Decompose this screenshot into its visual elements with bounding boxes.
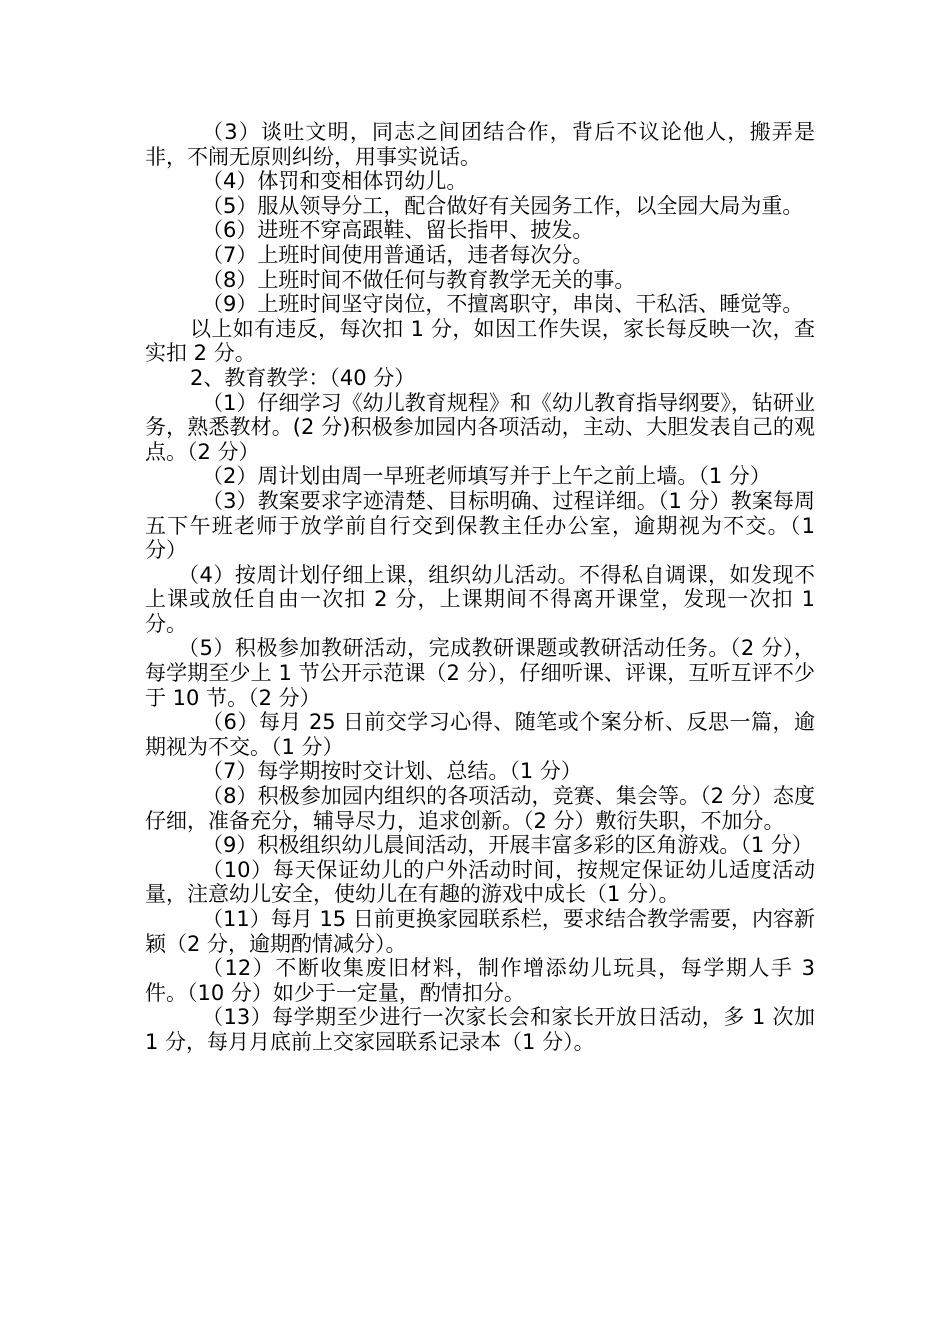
paragraph-teaching-13: （13）每学期至少进行一次家长会和家长开放日活动，多 1 次加 1 分，每月月底前上交家园联系记录本（1 分）。 (145, 1005, 822, 1054)
paragraph-rule-5: （5）服从领导分工，配合做好有关园务工作，以全园大局为重。 (202, 193, 804, 218)
paragraph-teaching-1: （1）仔细学习《幼儿教育规程》和《幼儿教育指导纲要》，钻研业务，熟悉教材。(2 分)积极参加园内各项活动，主动、大胆发表自己的观点。（2 分） (145, 390, 815, 464)
paragraph-teaching-6: （6）每月 25 日前交学习心得、随笔或个案分析、反思一篇，逾期视为不交。（1 分） (145, 710, 815, 759)
paragraph-teaching-9: （9）积极组织幼儿晨间活动，开展丰富多彩的区角游戏。（1 分） (202, 833, 813, 858)
paragraph-penalty-note: 以上如有违反，每次扣 1 分，如因工作失误，家长每反映一次，查实扣 2 分。 (145, 316, 815, 366)
paragraph-rule-8: （8）上班时间不做任何与教育教学无关的事。 (202, 267, 636, 292)
paragraph-teaching-3: （3）教案要求字迹清楚、目标明确、过程详细。（1 分）教案每周五下午班老师于放学前自行交到保教主任办公室，逾期视为不交。（1 分） (145, 488, 822, 563)
paragraph-teaching-10: （10）每天保证幼儿的户外活动时间，按规定保证幼儿适度活动量，注意幼儿安全，使幼儿在有趣的游戏中成长（1 分）。 (145, 857, 815, 907)
paragraph-teaching-8: （8）积极参加园内组织的各项活动，竞赛、集会等。（2 分）态度仔细，准备充分，辅导尽力，追求创新。（2 分）敷衍失职，不加分。 (145, 784, 815, 833)
paragraph-teaching-2: （2）周计划由周一早班老师填写并于上午之前上墙。（1 分） (202, 464, 771, 489)
paragraph-teaching-5: （5）积极参加教研活动，完成教研课题或教研活动任务。（2 分），每学期至少上 1 节公开示范课（2 分），仔细听课、评课，互听互评不少于 10 节。（2 分） (145, 636, 815, 710)
paragraph-teaching-7: （7）每学期按时交计划、总结。（1 分） (202, 759, 582, 784)
paragraph-teaching-11: （11）每月 15 日前更换家园联系栏，要求结合教学需要，内容新颖（2 分，逾期酌情减分）。 (145, 907, 815, 956)
paragraph-teaching-12: （12）不断收集废旧材料，制作增添幼儿玩具，每学期人手 3 件。（10 分）如少于一定量，酌情扣分。 (145, 956, 822, 1005)
paragraph-rule-7: （7）上班时间使用普通话，违者每次分。 (202, 242, 594, 267)
paragraph-rule-9: （9）上班时间坚守岗位，不擅离职守，串岗、干私活、睡觉等。 (202, 292, 804, 317)
paragraph-teaching-4: （4）按周计划仔细上课，组织幼儿活动。不得私自调课，如发现不上课或放任自由一次扣 2 分，上课期间不得离开课堂，发现一次扣 1 分。 (145, 562, 822, 636)
document-page (145, 120, 822, 1055)
paragraph-rule-6: （6）进班不穿高跟鞋、留长指甲、披发。 (202, 218, 594, 243)
paragraph-rule-3: （3）谈吐文明，同志之间团结合作，背后不议论他人，搬弄是非，不闹无原则纠纷，用事实说话。 (145, 120, 815, 169)
section-heading-teaching: 2、教育教学：（40 分） (190, 365, 416, 390)
paragraph-rule-4: （4）体罚和变相体罚幼儿。 (202, 169, 468, 194)
